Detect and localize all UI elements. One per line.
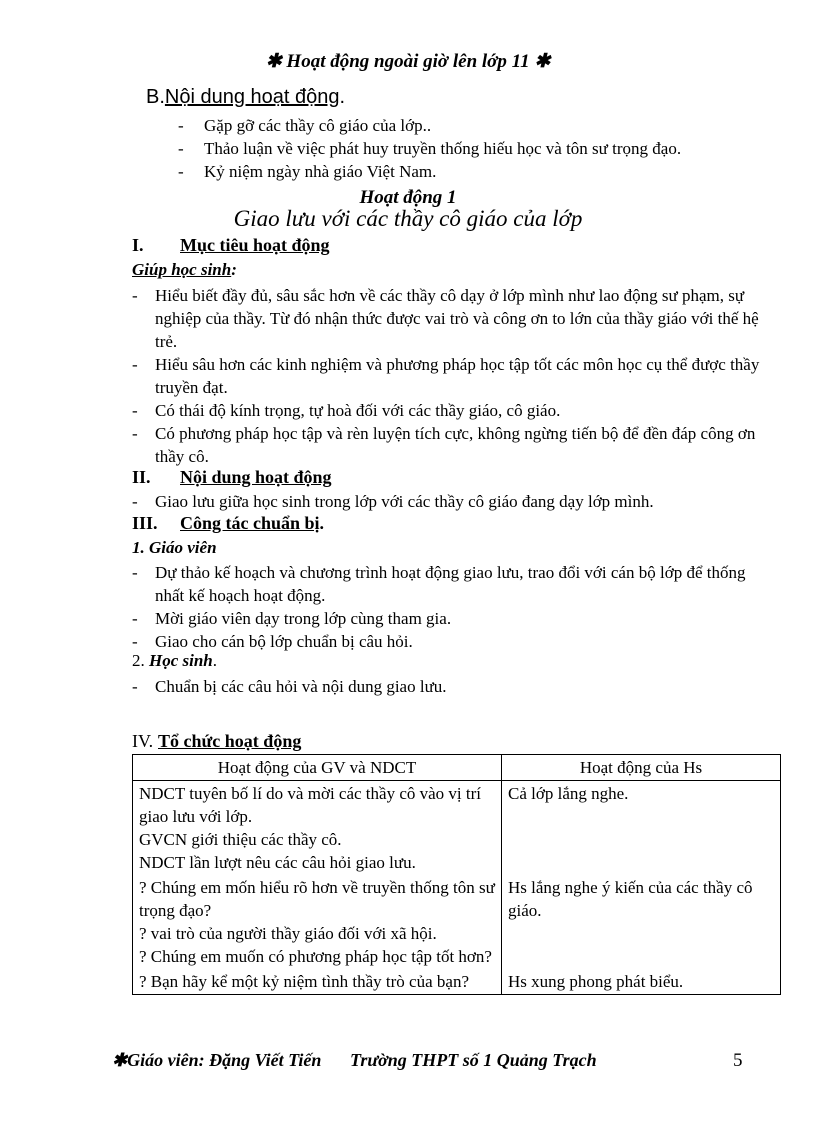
star-icon: ✱ (265, 51, 282, 72)
list-item: - Có thái độ kính trọng, tự hoà đối với các thầy giáo, cô giáo. (132, 401, 561, 420)
section-b-heading: B.Nội dung hoạt động. (146, 86, 346, 108)
section-b-title: Nội dung hoạt động (164, 86, 340, 108)
section-1-title: Mục tiêu hoạt động (180, 235, 330, 255)
footer-teacher: ✱Giáo viên: Đặng Viết Tiến (112, 1050, 322, 1070)
teacher-name: Đặng Viết Tiến (209, 1050, 322, 1070)
activity-heading: Hoạt động 1 (359, 187, 457, 208)
table-row (133, 875, 781, 969)
list-item: - Thảo luận về việc phát huy truyền thống hiếu học và tôn sư trọng đạo. (178, 139, 682, 158)
section-1-heading: I. Mục tiêu hoạt động (132, 235, 330, 255)
table-header-row (133, 755, 781, 781)
section-2-title: Nội dung hoạt động (180, 467, 332, 487)
activity-subtitle: Giao lưu với các thầy cô giáo của lớp (233, 206, 583, 231)
section-1-list (132, 284, 772, 468)
section-3-heading: III. Công tác chuẩn bị. (132, 513, 325, 533)
list-item: - Dự thảo kế hoạch và chương trình hoạt động giao lưu, trao đổi với cán bộ lớp để thống nhất kế hoạch hoạt động. (132, 563, 746, 605)
table-cell-gv: ? Bạn hãy kể một kỷ niệm tình thầy trò của bạn? (133, 969, 502, 995)
table-cell-hs: Hs lắng nghe ý kiến của các thầy cô giáo. (502, 875, 781, 969)
list-item: - Chuẩn bị các câu hỏi và nội dung giao lưu. (132, 677, 447, 696)
star-icon: ✱ (112, 1050, 128, 1070)
page-header (0, 50, 816, 73)
student-subheading: 2. Học sinh. (132, 651, 218, 670)
page-number: 5 (733, 1050, 743, 1071)
list-item: - Mời giáo viên dạy trong lớp cùng tham gia. (132, 609, 452, 628)
table-cell-hs: Hs xung phong phát biểu. (502, 969, 781, 995)
section-4-title: Tổ chức hoạt động (158, 731, 302, 751)
section-2-heading: II. Nội dung hoạt động (132, 467, 332, 487)
list-item: - Kỷ niệm ngày nhà giáo Việt Nam. (178, 162, 437, 181)
list-item: - Hiểu sâu hơn các kinh nghiệm và phương pháp học tập tốt các môn học cụ thể được thầy truyền đạt. (132, 355, 760, 397)
teacher-subheading: 1. Giáo viên (132, 538, 217, 557)
footer-school: Trường THPT số 1 Quảng Trạch (350, 1050, 597, 1070)
student-list (132, 675, 772, 698)
column-header-hs: Hoạt động của Hs (502, 755, 781, 781)
teacher-list (132, 561, 772, 653)
header-title: Hoạt động ngoài giờ lên lớp 11 (286, 51, 530, 72)
section-3-title: Công tác chuẩn bị (180, 513, 320, 533)
table-cell-hs: Cả lớp lắng nghe. (502, 781, 781, 876)
table-cell-gv: NDCT tuyên bố lí do và mời các thầy cô vào vị trí giao lưu với lớp. GVCN giới thiệu các thầy cô. NDCT lần lượt nêu các câu hỏi giao lưu. (133, 781, 502, 876)
list-item: - Gặp gỡ các thầy cô giáo của lớp.. (178, 116, 432, 135)
column-header-gv: Hoạt động của GV và NDCT (133, 755, 502, 781)
section-4-heading: IV. Tổ chức hoạt động (132, 731, 302, 751)
activity-table (132, 754, 781, 995)
star-icon: ✱ (534, 51, 551, 72)
list-item: - Giao lưu giữa học sinh trong lớp với các thầy cô giáo đang dạy lớp mình. (132, 492, 654, 511)
table-row (133, 969, 781, 995)
list-item: - Giao cho cán bộ lớp chuẩn bị câu hỏi. (132, 632, 413, 651)
section-1-lead: Giúp học sinh: (132, 260, 237, 279)
list-item: - Hiểu biết đầy đủ, sâu sắc hơn về các thầy cô dạy ở lớp mình như lao động sư phạm, sự nghiệp của thầy. Từ đó nhận thức được vai trò và công ơn to lớn của thầy giáo với thế hệ trẻ. (132, 286, 759, 351)
table-cell-gv: ? Chúng em mốn hiểu rõ hơn về truyền thống tôn sư trọng đạo? ? vai trò của người thầy giáo đối với xã hội. ? Chúng em muốn có phương pháp học tập tốt hơn? (133, 875, 502, 969)
section-2-list (132, 490, 772, 513)
list-item: - Có phương pháp học tập và rèn luyện tích cực, không ngừng tiến bộ để đền đáp công ơn thầy cô. (132, 424, 756, 466)
table-row (133, 781, 781, 876)
